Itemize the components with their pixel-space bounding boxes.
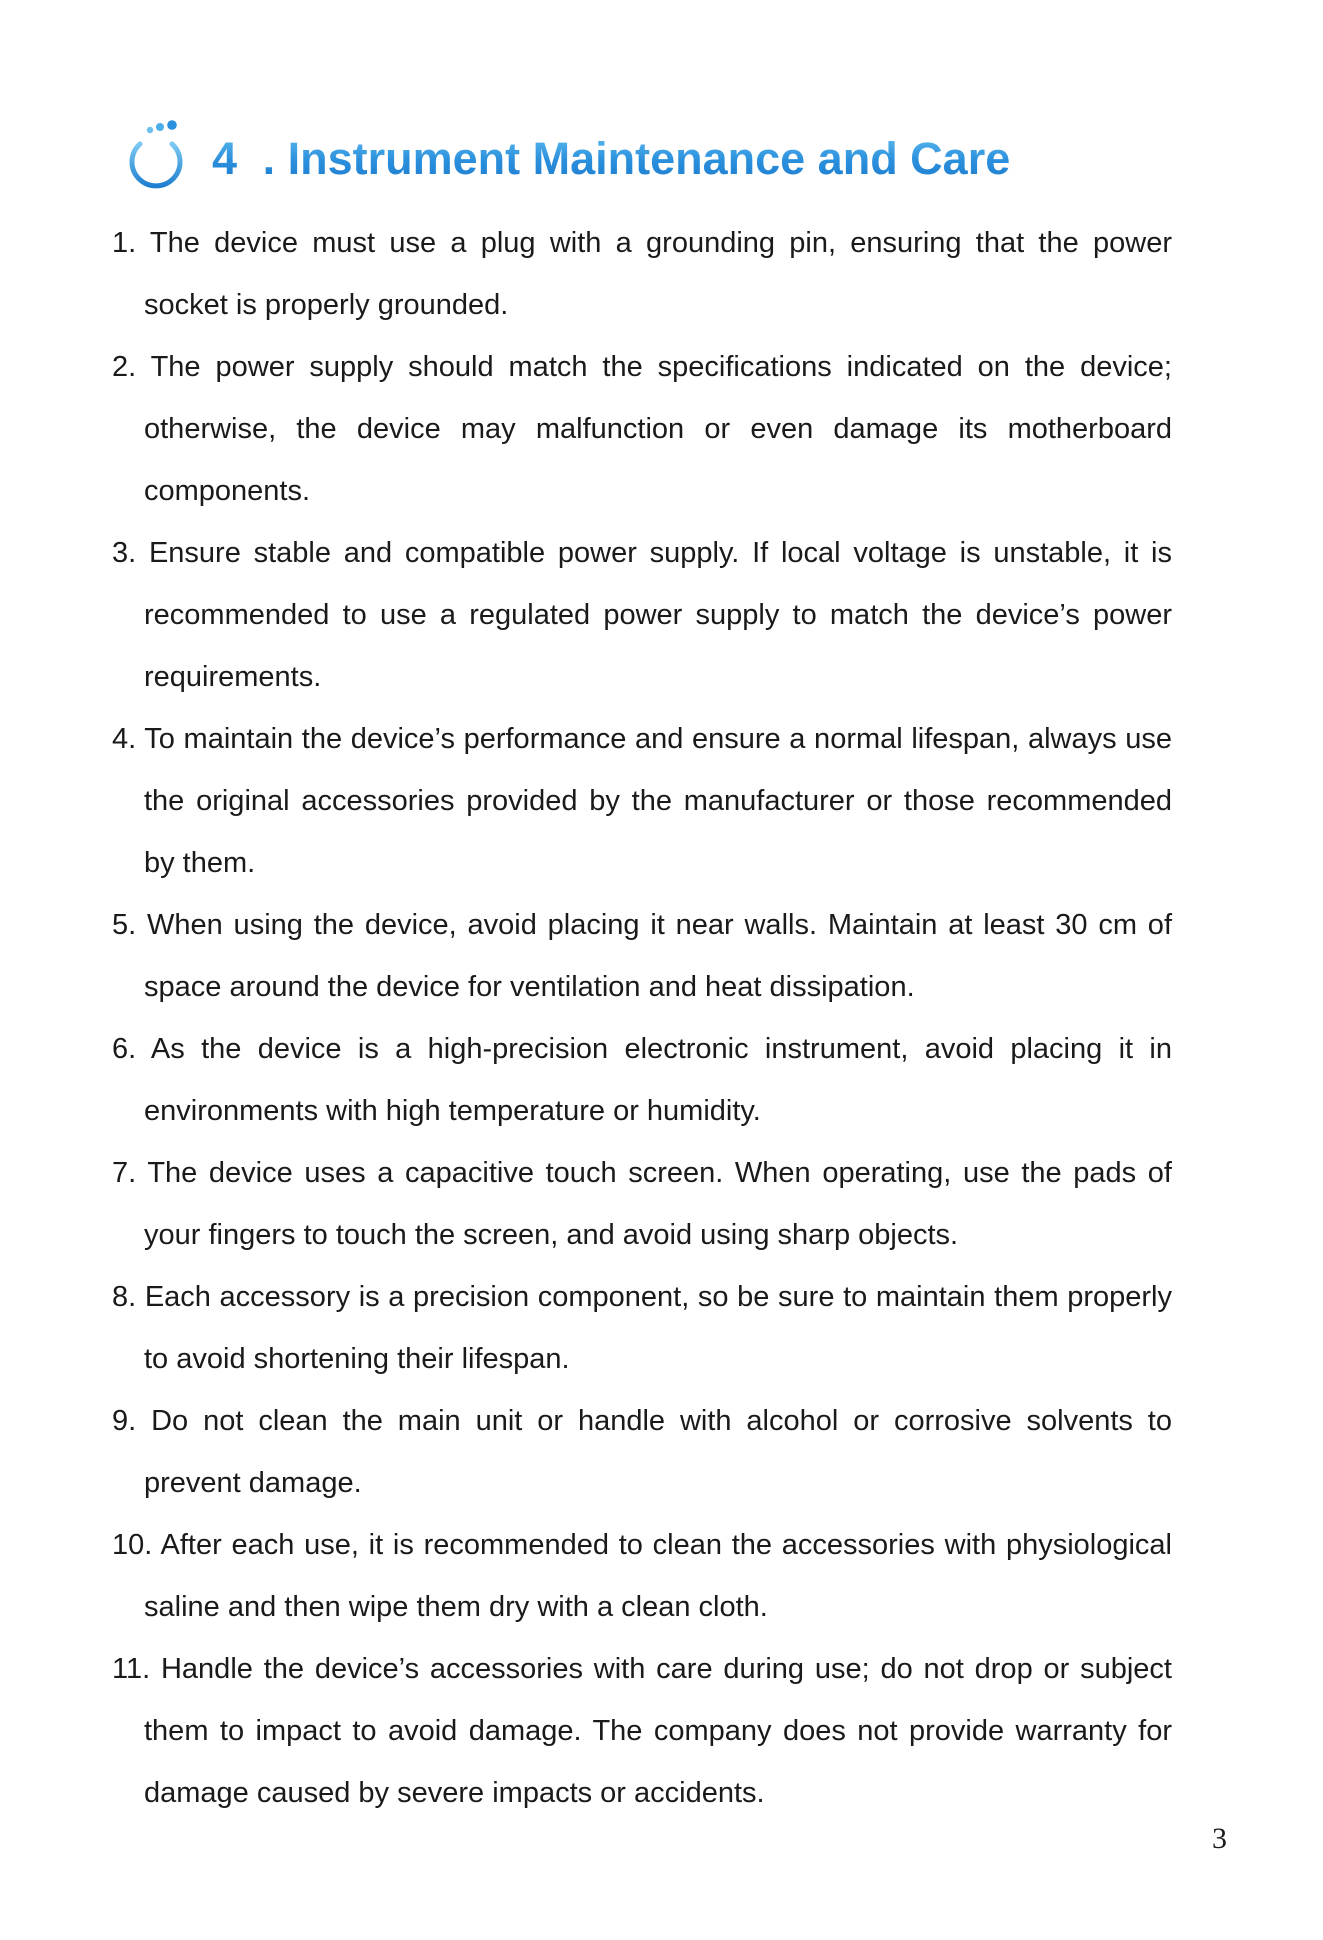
list-item-number: 5. [112, 909, 137, 941]
list-item-text: Each accessory is a precision component, so be sure to maintain them properly to avoid shortening their lifespan. [144, 1281, 1173, 1375]
list-item-text: The power supply should match the specifications indicated on the device; otherwise, the device may malfunction or even damage its motherboard components. [144, 351, 1172, 507]
list-item-text: Do not clean the main unit or handle with alcohol or corrosive solvents to prevent damage. [144, 1405, 1172, 1499]
list-item [112, 1142, 1172, 1266]
list-item-text: Ensure stable and compatible power supply. If local voltage is unstable, it is recommended to use a regulated power supply to match the device’s power requirements. [144, 537, 1172, 693]
list-item-text: As the device is a high-precision electronic instrument, avoid placing it in environments with high temperature or humidity. [144, 1033, 1172, 1127]
section-number: 4 [212, 132, 238, 184]
list-item [112, 1018, 1172, 1142]
list-item-number: 2. [112, 351, 137, 383]
list-item-number: 10. [112, 1529, 153, 1561]
list-item-number: 8. [112, 1281, 137, 1313]
list-item [112, 1638, 1172, 1824]
circle-with-dots-icon [118, 120, 194, 196]
section-number-suffix: th [238, 131, 263, 162]
list-item [112, 212, 1172, 336]
section-title [212, 131, 1011, 184]
list-item [112, 1266, 1172, 1390]
list-item [112, 522, 1172, 708]
list-item-number: 1. [112, 227, 137, 259]
list-item [112, 894, 1172, 1018]
page-number: 3 [1212, 1822, 1227, 1855]
list-item-number: 6. [112, 1033, 137, 1065]
list-item [112, 1514, 1172, 1638]
list-item [112, 336, 1172, 522]
list-item-number: 7. [112, 1157, 137, 1189]
list-item-text: When using the device, avoid placing it near walls. Maintain at least 30 cm of space around the device for ventilation and heat dissipation. [144, 909, 1172, 1003]
list-item-text: The device uses a capacitive touch screen. When operating, use the pads of your fingers to touch the screen, and avoid using sharp objects. [144, 1157, 1172, 1251]
section-title-text: . Instrument Maintenance and Care [262, 132, 1011, 184]
list-item-number: 4. [112, 723, 137, 755]
list-item-number: 11. [112, 1653, 151, 1685]
list-item-text: To maintain the device’s performance and ensure a normal lifespan, always use the original accessories provided by the manufacturer or those recommended by them. [144, 723, 1172, 879]
section-heading [118, 118, 1010, 198]
list-item-number: 3. [112, 537, 137, 569]
list-item [112, 1390, 1172, 1514]
maintenance-list [112, 212, 1172, 1824]
list-item-text: Handle the device’s accessories with care during use; do not drop or subject them to impact to avoid damage. The company does not provide warranty for damage caused by severe impacts or accidents. [144, 1653, 1172, 1809]
list-item-text: After each use, it is recommended to clean the accessories with physiological saline and then wipe them dry with a clean cloth. [144, 1529, 1172, 1623]
list-item [112, 708, 1172, 894]
list-item-number: 9. [112, 1405, 137, 1437]
list-item-text: The device must use a plug with a grounding pin, ensuring that the power socket is properly grounded. [144, 227, 1172, 321]
